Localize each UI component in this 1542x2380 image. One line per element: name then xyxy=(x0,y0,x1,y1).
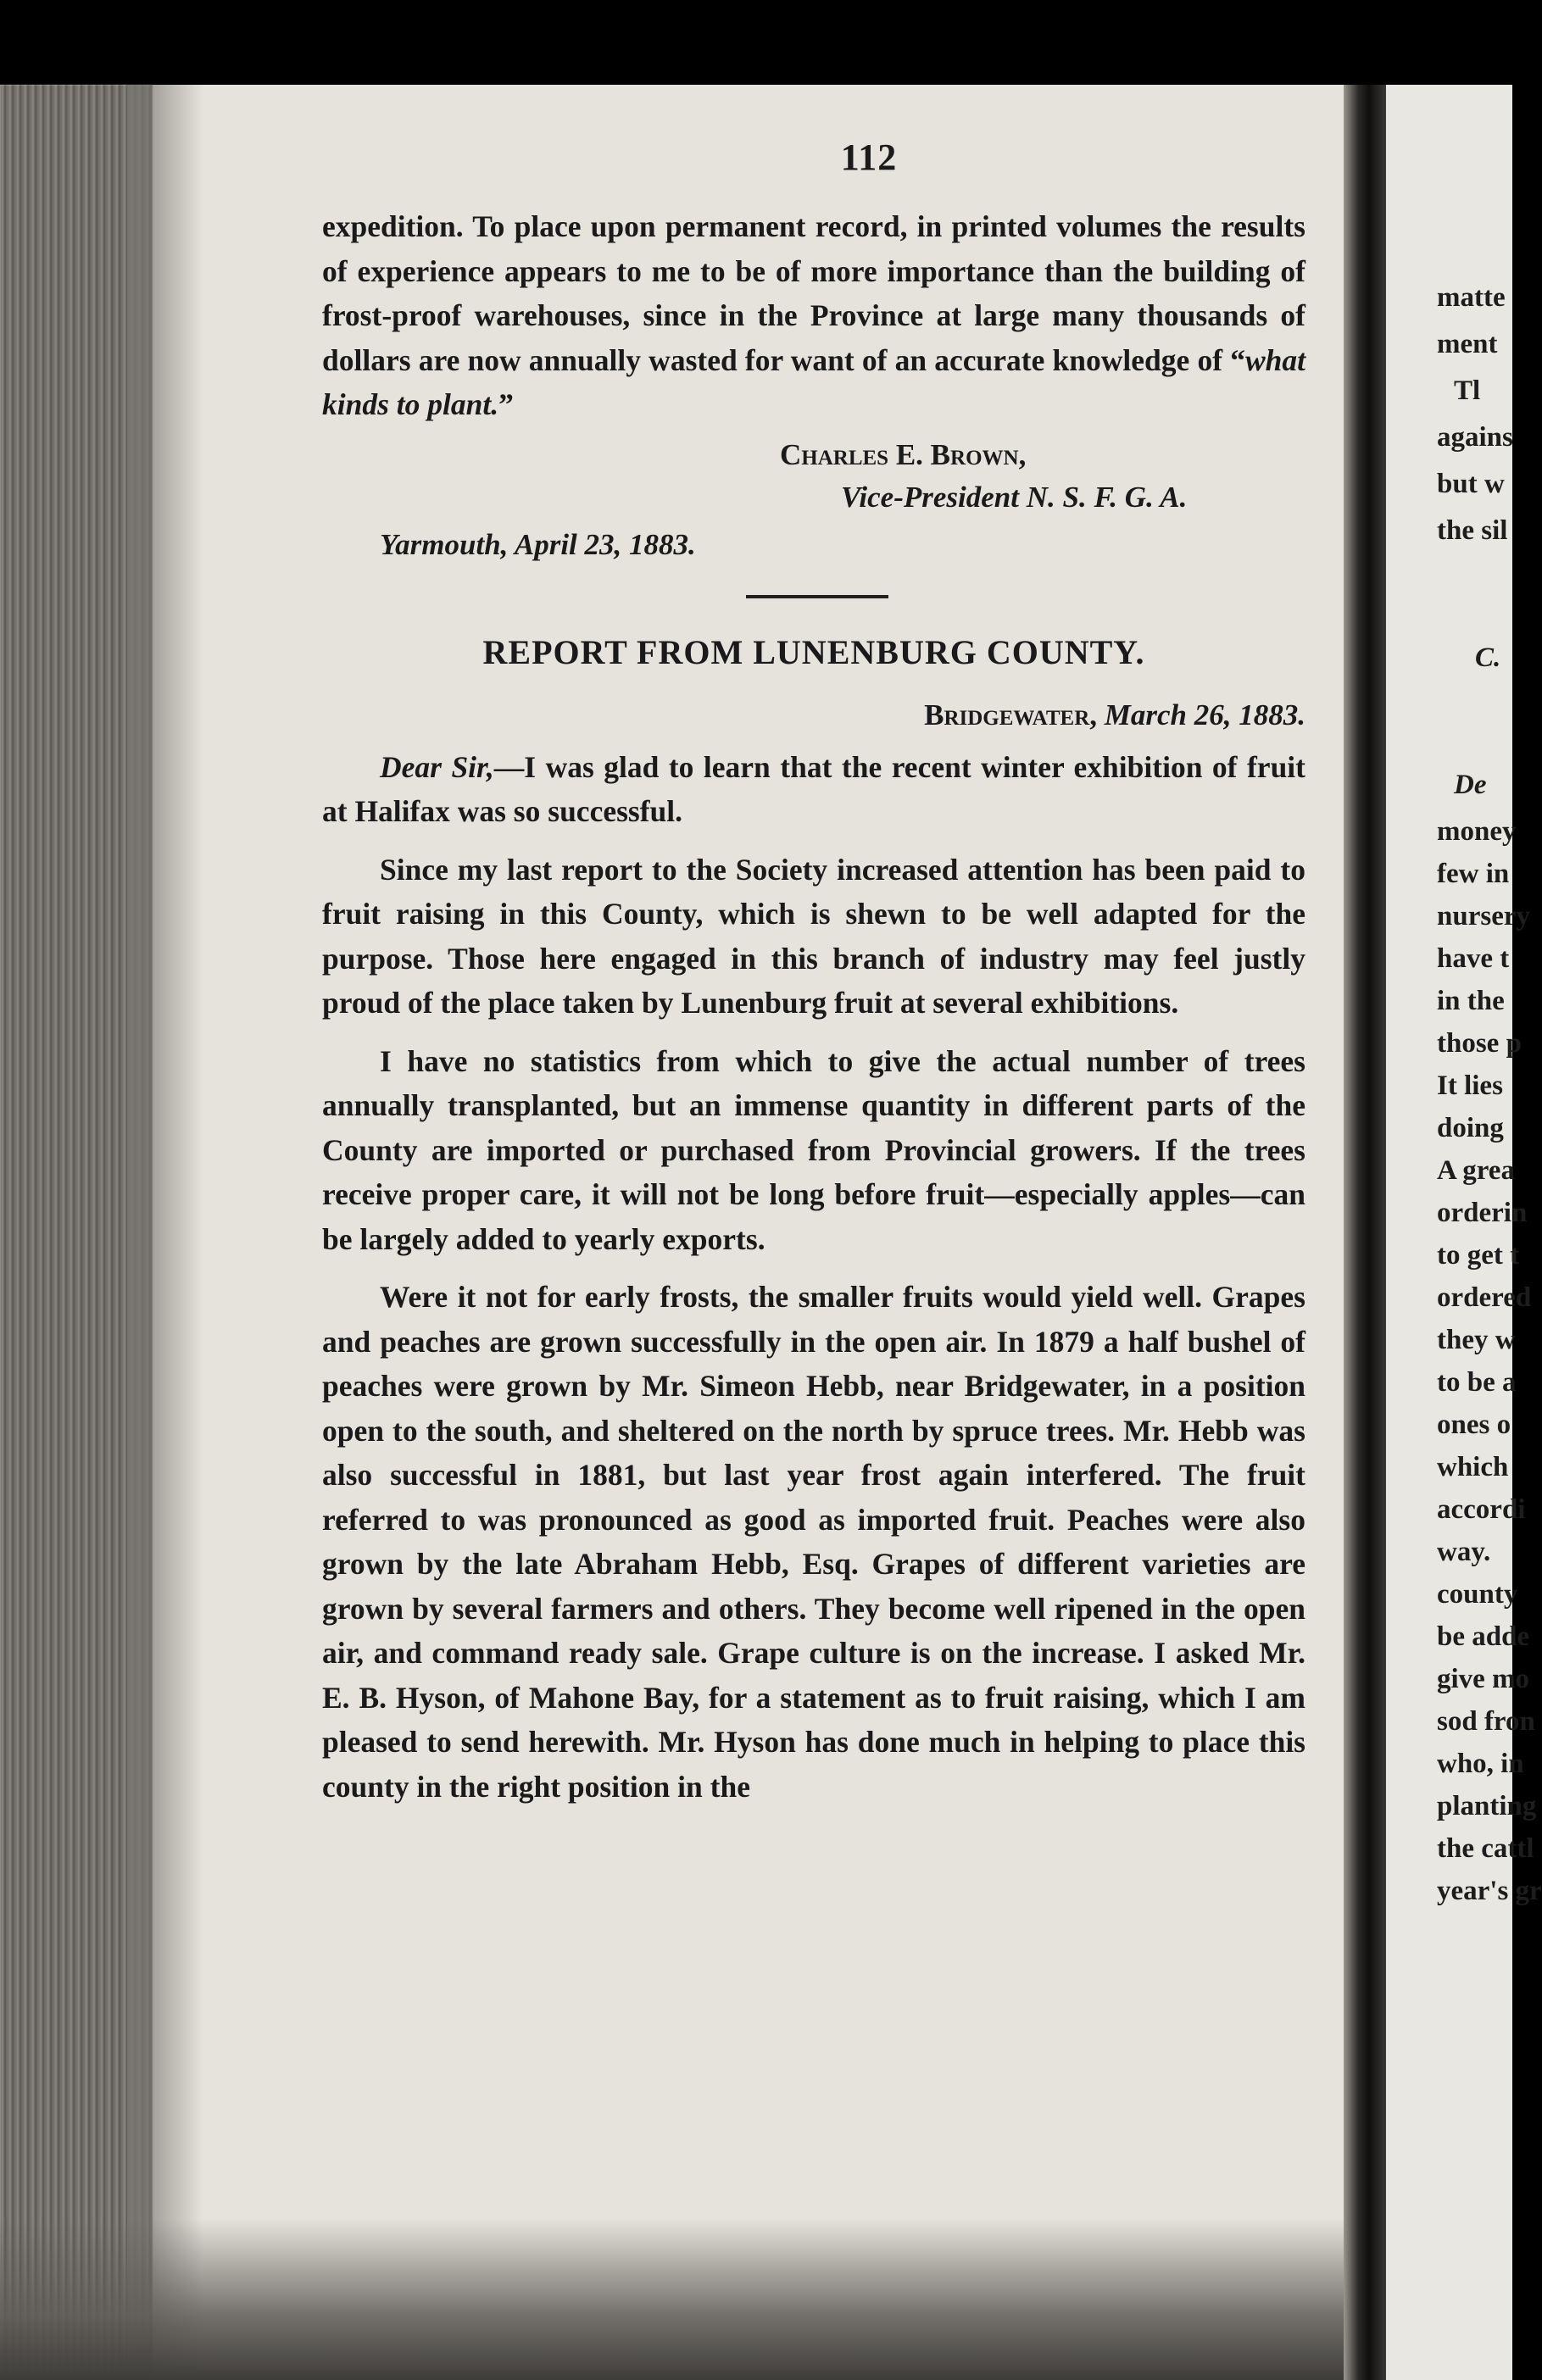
signature-place-date: Yarmouth, April 23, 1883. xyxy=(380,527,696,561)
facing-page-line-fragment: give mo xyxy=(1437,1664,1530,1694)
section-divider xyxy=(746,595,888,598)
facing-page-line-fragment: year's gr xyxy=(1437,1876,1542,1906)
facing-page-line-fragment: to be a xyxy=(1437,1367,1517,1398)
signature-name: Charles E. Brown, xyxy=(780,437,1027,471)
signature-title: Vice-President N. S. F. G. A. xyxy=(841,480,1188,514)
facing-page-line-fragment: Tl xyxy=(1454,375,1481,406)
facing-page-line-fragment: It lies xyxy=(1437,1070,1503,1101)
facing-page-line-fragment: which xyxy=(1437,1452,1509,1482)
opening-quote-italic: what kinds to plant. xyxy=(322,342,1305,421)
facing-page-line-fragment: sod fron xyxy=(1437,1706,1535,1737)
page-bottom-shadow xyxy=(0,2219,1344,2380)
facing-page-line-fragment: ment xyxy=(1437,329,1498,359)
facing-page-line-fragment: those p xyxy=(1437,1028,1522,1059)
facing-page-line-fragment: orderin xyxy=(1437,1198,1528,1228)
facing-page-line-fragment: accordi xyxy=(1437,1494,1526,1525)
facing-page-line-fragment: C. xyxy=(1475,642,1501,673)
facing-page-line-fragment: ones o xyxy=(1437,1410,1511,1440)
facing-page-line-fragment: have t xyxy=(1437,943,1510,974)
facing-page-line-fragment: in the xyxy=(1437,986,1505,1016)
dateline-date: March 26, 1883. xyxy=(1104,698,1305,731)
facing-page-line-fragment: doing xyxy=(1437,1113,1504,1143)
page-number: 112 xyxy=(840,136,898,178)
facing-page-line-fragment: agains xyxy=(1437,422,1513,453)
report-dateline xyxy=(322,694,1305,737)
section-heading: REPORT FROM LUNENBURG COUNTY. xyxy=(482,632,1145,671)
opening-paragraph-text: expedition. To place upon permanent record, in printed volumes the results of experience appears to me to be of more importance than the building of frost-proof warehouses, since in the Province at large many thousands of dollars are now annually wasted for want of an accurate knowledge of “ xyxy=(322,209,1305,377)
facing-page-line-fragment: be adde xyxy=(1437,1621,1530,1652)
facing-page-line-fragment: the cattl xyxy=(1437,1833,1534,1864)
facing-page-line-fragment: few in xyxy=(1437,859,1510,889)
report-paragraph: Since my last report to the Society increased attention has been paid to fruit raising in this County, which is shewn to be well adapted for the purpose. Those here engaged in this branch of industry may feel justly proud of the place taken by Lunenburg fruit at several exhibitions. xyxy=(322,852,1305,1020)
facing-page-line-fragment: way. xyxy=(1437,1537,1491,1567)
facing-page-line-fragment: who, in xyxy=(1437,1749,1524,1779)
facing-page-line-fragment: ordered xyxy=(1437,1282,1532,1313)
report-paragraph: Were it not for early frosts, the smaller fruits would yield well. Grapes and peaches are grown successfully in the open air. In 1879 a half bushel of peaches were grown by Mr. Simeon Hebb, near Bridgewater, in a position open to the south, and sheltered on the north by spruce trees. Mr. Hebb was also successful in 1881, but last year frost again interfered. The fruit referred to was pronounced as good as imported fruit. Peaches were also grown by the late Abraham Hebb, Esq. Grapes of different varieties are grown by several farmers and others. They become well ripened in the open air, and command ready sale. Grape culture is on the increase. I asked Mr. E. B. Hyson, of Mahone Bay, for a statement as to fruit raising, which I am pleased to send herewith. Mr. Hyson has done much in helping to place this county in the right position in the xyxy=(322,1280,1305,1804)
facing-page-line-fragment: money xyxy=(1437,816,1517,847)
report-paragraph xyxy=(322,745,1305,834)
facing-page-line-fragment: the sil xyxy=(1437,515,1508,546)
facing-page-line-fragment: they w xyxy=(1437,1325,1516,1355)
opening-quote-close: ” xyxy=(498,387,514,421)
facing-page xyxy=(1386,85,1542,2380)
facing-page-line-fragment: planting xyxy=(1437,1791,1537,1821)
facing-page-line-fragment: matte xyxy=(1437,282,1506,313)
dateline-place: Bridgewater, xyxy=(924,698,1097,731)
facing-page-line-fragment: county xyxy=(1437,1579,1518,1610)
report-paragraph: I have no statistics from which to give the actual number of trees annually transplanted, but an immense quantity in different parts of the County are imported or purchased from Provincial growers. If the trees receive proper care, it will not be long before fruit—especially apples—can be largely added to yearly exports. xyxy=(322,1043,1305,1256)
facing-page-line-fragment: but w xyxy=(1437,469,1505,499)
facing-page-line-fragment: De xyxy=(1454,770,1487,800)
facing-page-line-fragment: to get t xyxy=(1437,1240,1520,1271)
book-page-112 xyxy=(322,136,1305,1809)
page-edge-shading xyxy=(127,85,203,2380)
opening-paragraph xyxy=(322,204,1305,427)
facing-page-line-fragment: A grea xyxy=(1437,1155,1515,1186)
salutation: Dear Sir, xyxy=(380,749,494,784)
book-gutter xyxy=(1344,85,1386,2380)
facing-page-line-fragment: nursery xyxy=(1437,901,1530,931)
report-paragraph-text: —I was glad to learn that the recent winter exhibition of fruit at Halifax was so successful. xyxy=(322,749,1305,828)
